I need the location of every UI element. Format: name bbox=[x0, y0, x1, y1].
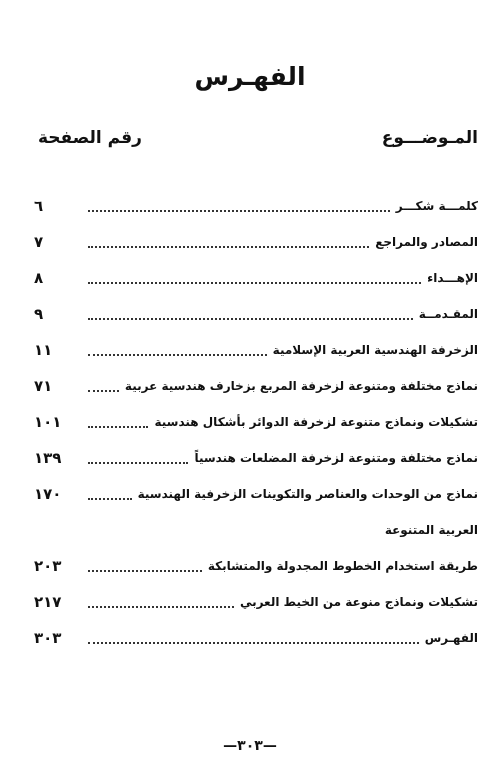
dot-leader bbox=[88, 484, 132, 500]
topic-column-header: المـوضـــوع bbox=[381, 128, 478, 148]
dot-leader bbox=[88, 556, 202, 572]
toc-entry-page: ٩ bbox=[34, 305, 44, 323]
page-number-column-header: رقم الصفحة bbox=[38, 128, 142, 148]
dot-leader bbox=[88, 592, 234, 608]
toc-entry-title: نماذج مختلفة ومتنوعة لزخرفة المضلعات هندسياً bbox=[194, 451, 478, 465]
dot-leader bbox=[88, 304, 413, 320]
toc-entry-title: تشكيلات ونماذج متنوعة لزخرفة الدوائر بأشكال هندسية bbox=[154, 415, 478, 429]
toc-entry-page: ١٧٠ bbox=[34, 485, 62, 503]
toc-entry[interactable] bbox=[34, 332, 478, 368]
page-title: الفهـرس bbox=[194, 62, 306, 91]
toc-entry-continuation bbox=[34, 512, 478, 548]
toc-entry-page: ١٠١ bbox=[34, 413, 62, 431]
toc-entry[interactable] bbox=[34, 476, 478, 512]
toc-entry-title: الفهـرس bbox=[424, 631, 478, 645]
toc-entry[interactable] bbox=[34, 368, 478, 404]
toc-entry-title: نماذج من الوحدات والعناصر والتكوينات الزخرفية الهندسية bbox=[137, 487, 478, 501]
toc-entry[interactable] bbox=[34, 548, 478, 584]
toc-entry-title: طريقة استخدام الخطوط المجدولة والمتشابكة bbox=[207, 559, 478, 573]
toc-entry-title: الإهـــداء bbox=[427, 271, 478, 285]
toc-entry-page: ٨ bbox=[34, 269, 44, 287]
toc-entry-title: المقـدمــة bbox=[418, 307, 478, 321]
toc-entry[interactable] bbox=[34, 404, 478, 440]
toc-entry-page: ٣٠٣ bbox=[34, 629, 62, 647]
toc-entry-page: ٦ bbox=[34, 197, 44, 215]
toc-entries bbox=[34, 188, 478, 656]
dot-leader bbox=[88, 232, 369, 248]
toc-entry[interactable] bbox=[34, 620, 478, 656]
dot-leader bbox=[88, 196, 390, 212]
dot-leader bbox=[88, 376, 119, 392]
toc-entry-title: نماذج مختلفة ومتنوعة لزخرفة المربع بزخارف هندسية عربية bbox=[124, 379, 478, 393]
toc-entry-title: كلمـــة شكـــر bbox=[395, 199, 478, 213]
toc-entry[interactable] bbox=[34, 440, 478, 476]
toc-entry-title: تشكيلات ونماذج منوعة من الخيط العربي bbox=[239, 595, 478, 609]
toc-entry-page: ٢٠٣ bbox=[34, 557, 62, 575]
toc-entry-title: الزخرفة الهندسية العربية الإسلامية bbox=[272, 343, 478, 357]
toc-entry[interactable] bbox=[34, 188, 478, 224]
toc-entry-page: ٢١٧ bbox=[34, 593, 62, 611]
toc-entry-title: المصادر والمراجع bbox=[375, 235, 478, 249]
dot-leader bbox=[88, 268, 421, 284]
dot-leader bbox=[88, 340, 267, 356]
dot-leader bbox=[88, 412, 148, 428]
toc-entry[interactable] bbox=[34, 224, 478, 260]
toc-entry[interactable] bbox=[34, 584, 478, 620]
toc-entry-page: ٧ bbox=[34, 233, 44, 251]
toc-entry-page: ٧١ bbox=[34, 377, 53, 395]
dot-leader bbox=[88, 628, 419, 644]
page-number-footer: —٣٠٣— bbox=[223, 738, 277, 754]
toc-entry-title: العربية المتنوعة bbox=[384, 523, 478, 537]
toc-entry[interactable] bbox=[34, 296, 478, 332]
toc-entry-page: ١٣٩ bbox=[34, 449, 62, 467]
toc-entry[interactable] bbox=[34, 260, 478, 296]
dot-leader bbox=[88, 448, 188, 464]
toc-entry-page: ١١ bbox=[34, 341, 53, 359]
